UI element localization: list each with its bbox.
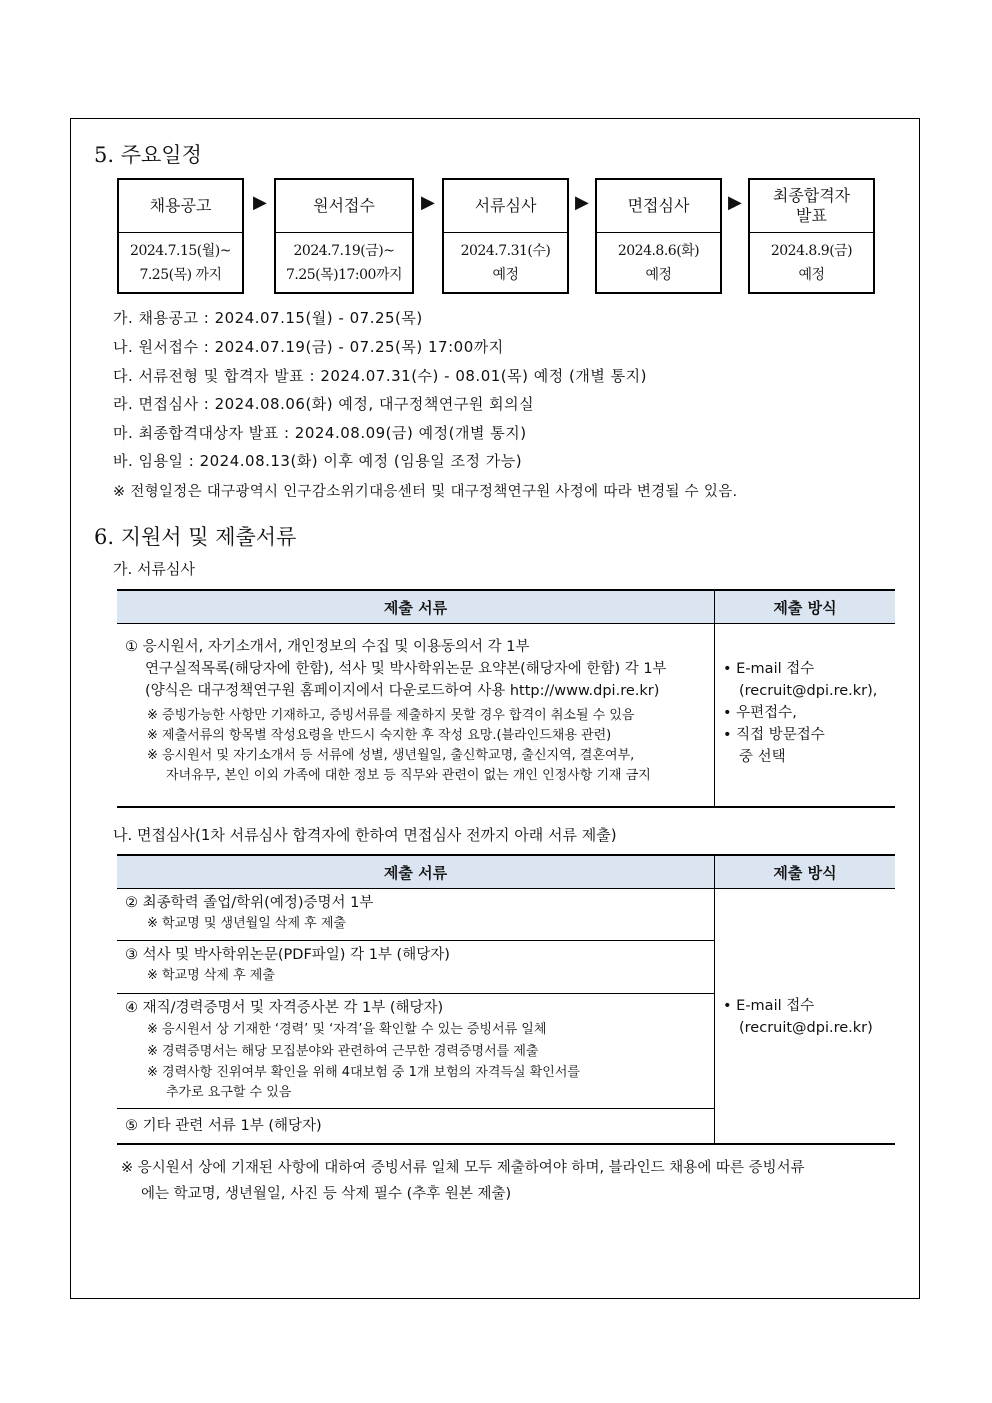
document-note: 추가로 요구할 수 있음 <box>166 1085 292 1100</box>
footnote-line: 에는 학교명, 생년월일, 사진 등 삭제 필수 (추후 원본 제출) <box>141 1186 512 1202</box>
document-item: ⑤ 기타 관련 서류 1부 (해당자) <box>125 1118 322 1134</box>
step-date: 2024.8.9(금) <box>770 243 853 259</box>
document-list-cell <box>117 624 715 807</box>
section-5-title: 5. 주요일정 <box>94 143 202 167</box>
method-line: • E-mail 접수 <box>723 661 815 677</box>
step-application <box>274 178 414 294</box>
schedule-item: 바. 임용일 : 2024.08.13(화) 이후 예정 (임용일 조정 가능) <box>113 452 523 470</box>
step-date: 2024.7.15(월)~ <box>130 243 231 259</box>
document-note: 자녀유무, 본인 이외 가족에 대한 정보 등 직무와 관련이 없는 개인 인정사항 기재 금지 <box>166 768 651 783</box>
schedule-item: 마. 최종합격대상자 발표 : 2024.08.09(금) 예정(개별 통지) <box>113 424 527 442</box>
column-header-method: 제출 방식 <box>773 598 837 617</box>
interview-table <box>117 854 895 1145</box>
step-name: 원서접수 <box>276 180 412 233</box>
step-date: 예정 <box>798 267 825 283</box>
document-item: ④ 재직/경력증명서 및 자격증사본 각 1부 (해당자) <box>125 1000 444 1016</box>
method-line: 중 선택 <box>739 749 786 765</box>
step-date: 7.25(목)17:00까지 <box>285 267 402 283</box>
method-line: • 직접 방문접수 <box>723 727 825 743</box>
method-line: (recruit@dpi.re.kr), <box>739 683 878 699</box>
step-name: 채용공고 <box>119 180 242 233</box>
document-note: ※ 경력사항 진위여부 확인을 위해 4대보험 중 1개 보험의 자격득실 확인서를 <box>147 1065 580 1080</box>
table-row <box>117 889 714 941</box>
method-cell <box>715 624 895 807</box>
subsection-interview: 나. 면접심사(1차 서류심사 합격자에 한하여 면접심사 전까지 아래 서류 제출) <box>113 826 617 844</box>
schedule-item: 나. 원서접수 : 2024.07.19(금) - 07.25(목) 17:00까지 <box>113 338 504 356</box>
table-row <box>117 994 714 1109</box>
subsection-document-review: 가. 서류심사 <box>113 560 195 578</box>
method-cell <box>715 889 895 1144</box>
column-header-documents: 제출 서류 <box>117 856 715 888</box>
method-line: • E-mail 접수 <box>723 998 815 1014</box>
footnote-line: ※ 응시원서 상에 기재된 사항에 대하여 증빙서류 일체 모두 제출하여야 하며, 블라인드 채용에 따른 증빙서류 <box>121 1160 805 1176</box>
arrow-icon: ▶ <box>421 192 435 213</box>
schedule-note: ※ 전형일정은 대구광역시 인구감소위기대응센터 및 대구정책연구원 사정에 따라 변경될 수 있음. <box>113 484 738 500</box>
document-item: ① 응시원서, 자기소개서, 개인정보의 수집 및 이용동의서 각 1부 <box>125 639 530 655</box>
document-note: ※ 응시원서 상 기재한 ‘경력’ 및 ‘자격’을 확인할 수 있는 증빙서류 일체 <box>147 1022 547 1037</box>
step-date: 예정 <box>492 267 519 283</box>
column-header-method: 제출 방식 <box>773 863 837 882</box>
table-row <box>117 941 714 994</box>
method-line: • 우편접수, <box>723 705 797 721</box>
table-header <box>117 856 895 889</box>
arrow-icon: ▶ <box>253 192 267 213</box>
arrow-icon: ▶ <box>575 192 589 213</box>
step-name: 면접심사 <box>597 180 720 233</box>
step-document-review <box>442 178 569 294</box>
step-interview <box>595 178 722 294</box>
document-note: ※ 제출서류의 항목별 작성요령을 반드시 숙지한 후 작성 요망.(블라인드채용 관련) <box>147 728 612 743</box>
column-header-documents: 제출 서류 <box>117 591 715 623</box>
step-recruit-notice <box>117 178 244 294</box>
document-note: ※ 증빙가능한 사항만 기재하고, 증빙서류를 제출하지 못할 경우 합격이 취소될 수 있음 <box>147 708 635 723</box>
document-item: ② 최종학력 졸업/학위(예정)증명서 1부 <box>125 895 374 911</box>
document-note: ※ 학교명 삭제 후 제출 <box>147 968 275 983</box>
document-note: ※ 응시원서 및 자기소개서 등 서류에 성별, 생년월일, 출신학교명, 출신지역, 결혼여부, <box>147 748 635 763</box>
table-row <box>117 1109 714 1144</box>
schedule-item: 다. 서류전형 및 합격자 발표 : 2024.07.31(수) - 08.01(목) 예정 (개별 통지) <box>113 367 647 385</box>
schedule-item: 라. 면접심사 : 2024.08.06(화) 예정, 대구정책연구원 회의실 <box>113 395 535 413</box>
document-note: ※ 학교명 및 생년월일 삭제 후 제출 <box>147 916 346 931</box>
step-date: 예정 <box>645 267 672 283</box>
schedule-item: 가. 채용공고 : 2024.07.15(월) - 07.25(목) <box>113 309 423 327</box>
document-list-cell <box>117 889 715 1144</box>
document-item: (양식은 대구정책연구원 홈페이지에서 다운로드하여 사용 http://www.dpi.re.kr) <box>145 683 660 699</box>
arrow-icon: ▶ <box>728 192 742 213</box>
section-6-title: 6. 지원서 및 제출서류 <box>94 525 297 549</box>
method-line: (recruit@dpi.re.kr) <box>739 1020 873 1036</box>
step-final-announcement <box>748 178 875 294</box>
table-header <box>117 591 895 624</box>
document-item: ③ 석사 및 박사학위논문(PDF파일) 각 1부 (해당자) <box>125 947 450 963</box>
step-name: 최종합격자 <box>772 186 851 205</box>
step-name: 발표 <box>796 206 827 225</box>
document-item: 연구실적목록(해당자에 한함), 석사 및 박사학위논문 요약본(해당자에 한함) 각 1부 <box>145 661 667 677</box>
step-date: 2024.8.6(화) <box>617 243 700 259</box>
document-note: ※ 경력증명서는 해당 모집분야와 관련하여 근무한 경력증명서를 제출 <box>147 1044 539 1059</box>
document-review-table <box>117 589 895 808</box>
step-date: 7.25(목) 까지 <box>139 267 222 283</box>
footnote <box>121 1155 805 1207</box>
step-name: 서류심사 <box>444 180 567 233</box>
step-date: 2024.7.31(수) <box>460 243 551 259</box>
step-date: 2024.7.19(금)~ <box>293 243 395 259</box>
